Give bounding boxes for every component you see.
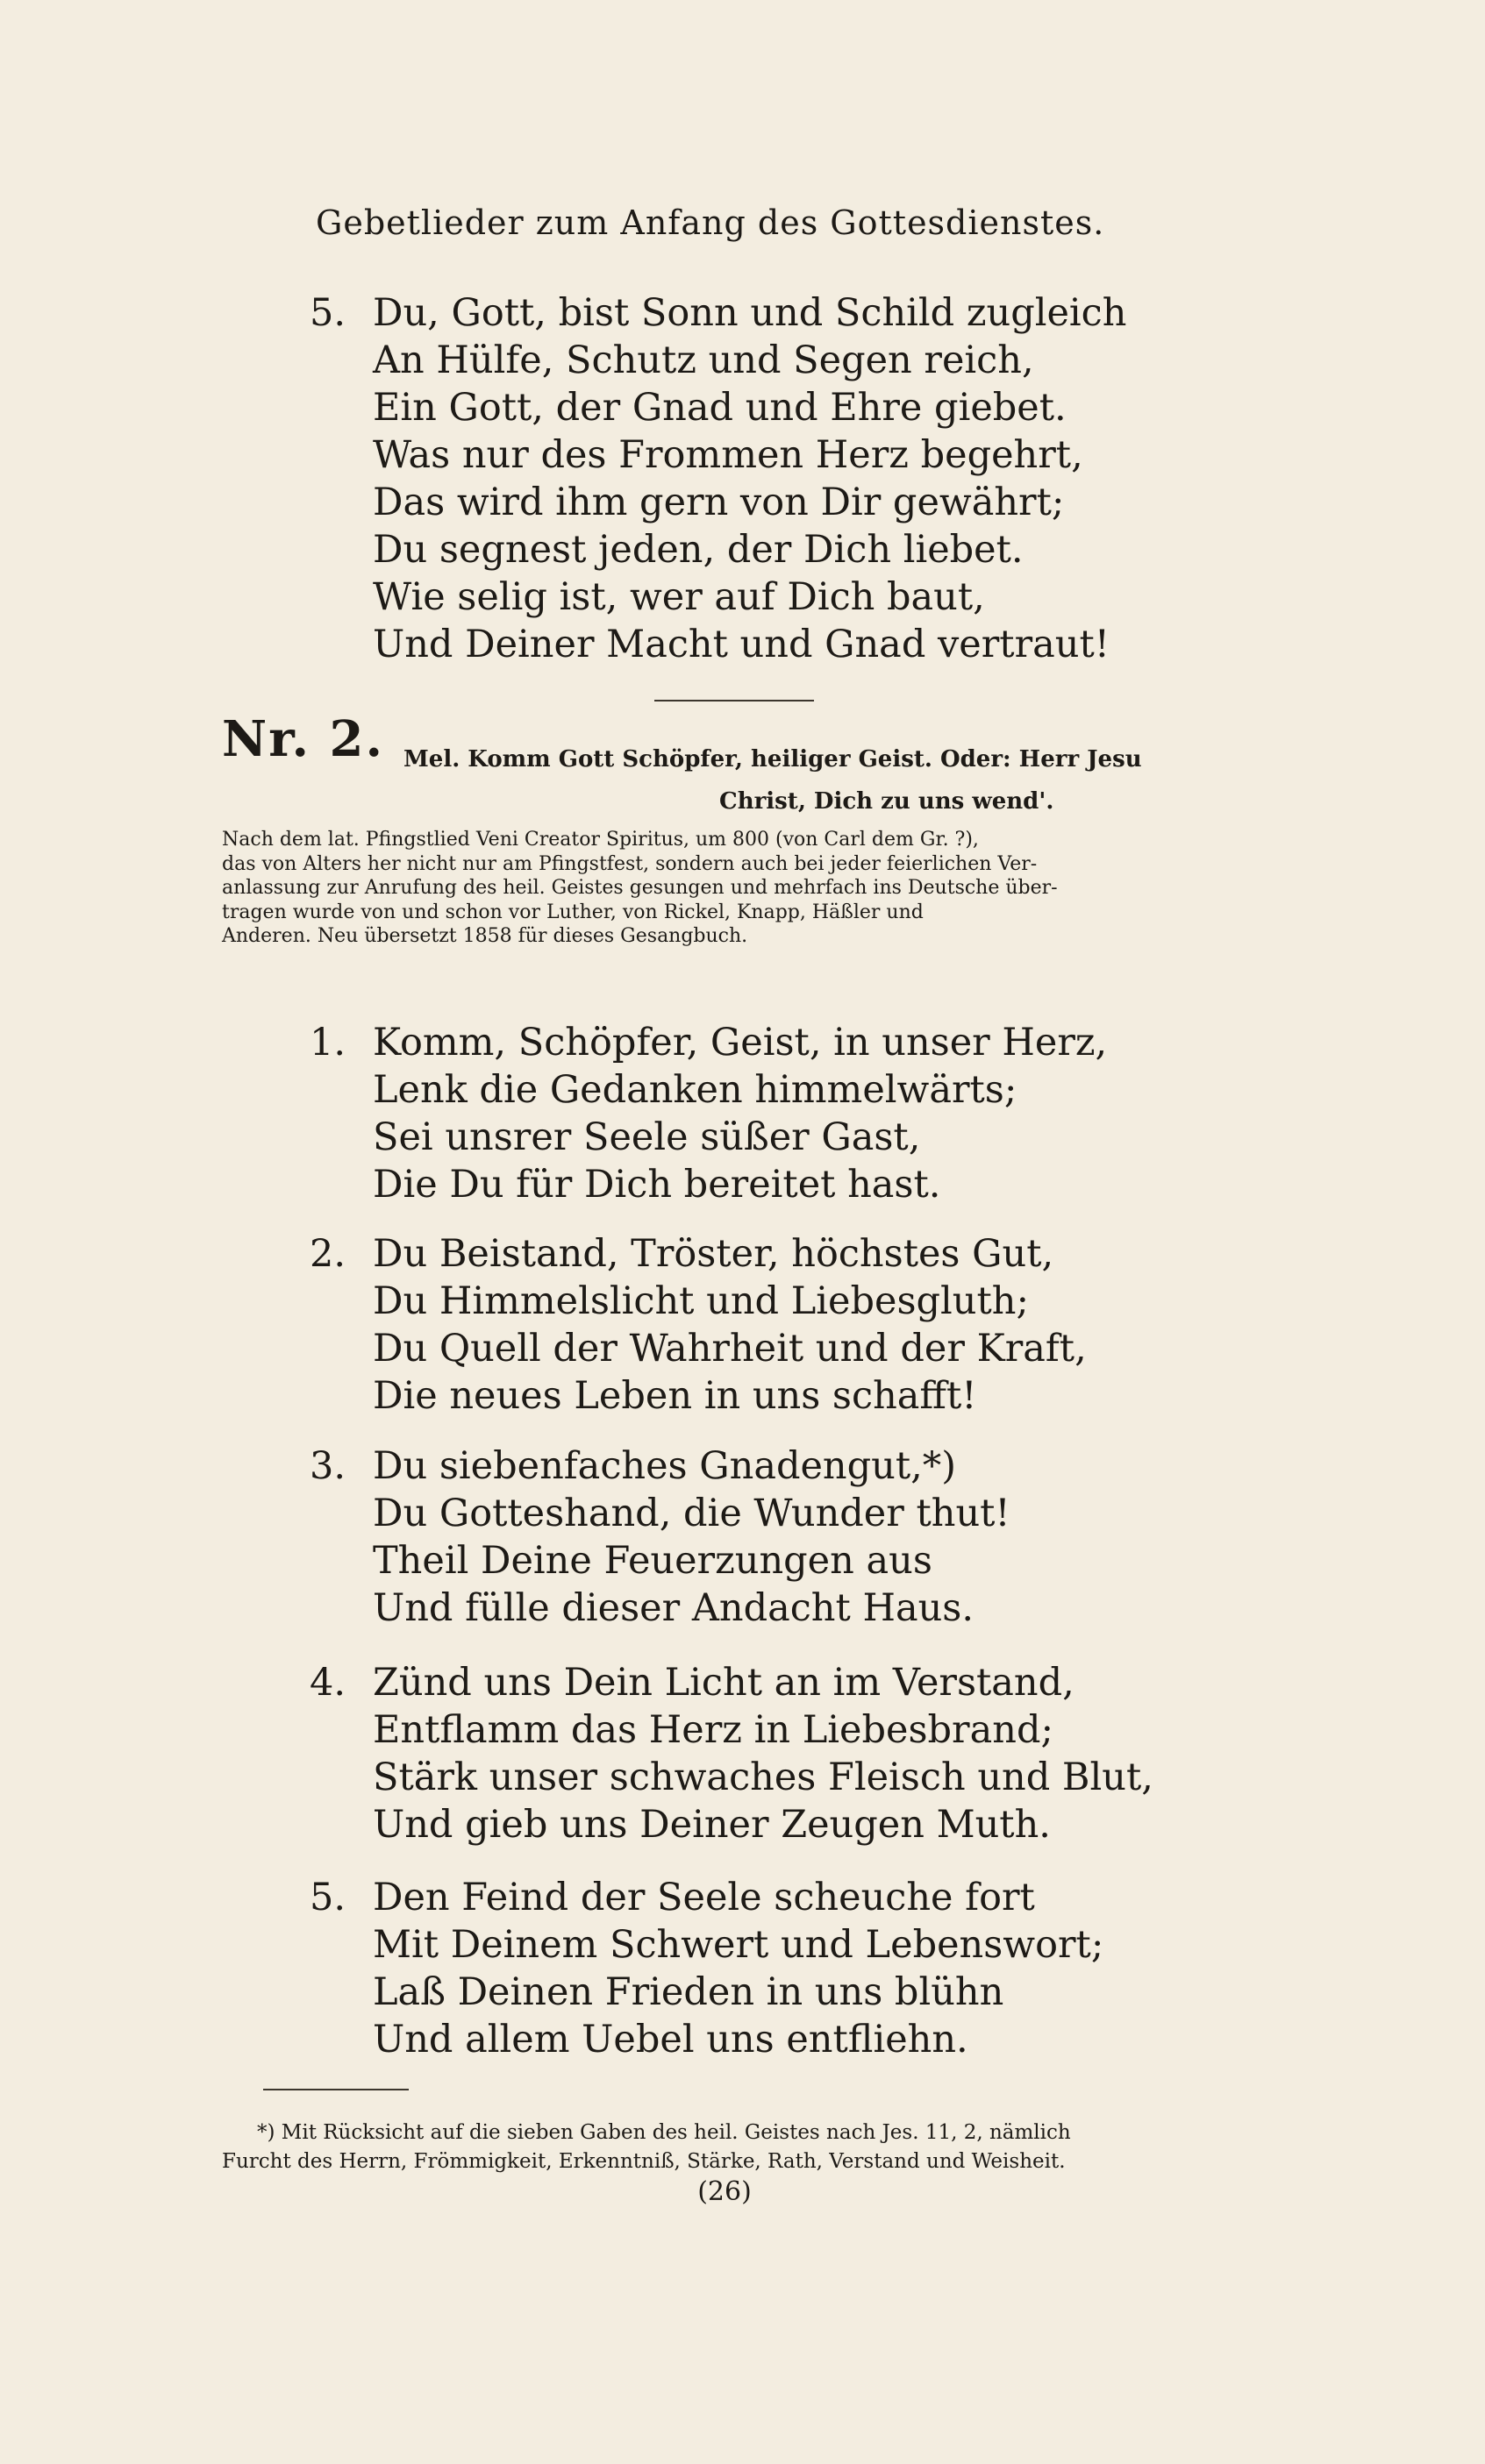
verse-line: Mit Deinem Schwert und Lebenswort; [373, 1923, 1104, 1967]
verse-line-text: Du, Gott, bist Sonn und Schild zugleich [373, 291, 1127, 335]
verse-line: An Hülfe, Schutz und Segen reich, [373, 338, 1034, 382]
verse-line-text: Zünd uns Dein Licht an im Verstand, [373, 1661, 1074, 1705]
verse-line: Wie selig ist, wer auf Dich baut, [373, 575, 985, 619]
hymn2-stanza-1 [310, 1019, 1108, 1208]
verse-line: Du segnest jeden, der Dich liebet. [373, 528, 1024, 572]
melody-line: Mel. Komm Gott Schöpfer, heiliger Geist. Oder: Herr Jesu [403, 746, 1142, 773]
verse-line: Entflamm das Herz in Liebesbrand; [373, 1708, 1053, 1752]
footnote-line: *) Mit Rücksicht auf die sieben Gaben des heil. Geistes nach Jes. 11, 2, nämlich [257, 2121, 1071, 2144]
source-note-line: Nach dem lat. Pfingstlied Veni Creator Spiritus, um 800 (von Carl dem Gr. ?), [222, 829, 979, 851]
stanza-number: 5. [310, 291, 346, 335]
hymn2-stanza-5 [310, 1874, 1104, 2063]
verse-line: Und allem Uebel uns entfliehn. [373, 2018, 968, 2062]
hymn1-stanza [310, 289, 1127, 668]
running-head: Gebetlieder zum Anfang des Gottesdienstes. [316, 203, 1105, 242]
verse-line: Sei unsrer Seele süßer Gast, [373, 1115, 921, 1159]
verse-line: Theil Deine Feuerzungen aus [373, 1539, 932, 1583]
stanza-number: 3. [310, 1444, 346, 1488]
hymn2-stanza-3 [310, 1442, 1010, 1632]
verse-line: Was nur des Frommen Herz begehrt, [373, 433, 1083, 477]
verse-line [310, 1230, 1087, 1278]
verse-line: Stärk unser schwaches Fleisch und Blut, [373, 1755, 1153, 1799]
verse-line: Die Du für Dich bereitet hast. [373, 1163, 941, 1207]
verse-line: Du Himmelslicht und Liebesgluth; [373, 1279, 1029, 1323]
verse-line [310, 1659, 1153, 1706]
verse-line: Laß Deinen Frieden in uns blühn [373, 1970, 1004, 2014]
verse-line: Und gieb uns Deiner Zeugen Muth. [373, 1803, 1051, 1847]
verse-line: Das wird ihm gern von Dir gewährt; [373, 481, 1065, 524]
footnote-line: Furcht des Herrn, Frömmigkeit, Erkenntniß, Stärke, Rath, Verstand und Weisheit. [222, 2150, 1066, 2173]
verse-line-text: Komm, Schöpfer, Geist, in unser Herz, [373, 1021, 1108, 1065]
verse-line [310, 1874, 1103, 1921]
melody-line: Christ, Dich zu uns wend'. [719, 788, 1054, 815]
verse-line: Die neues Leben in uns schafft! [373, 1374, 977, 1418]
hymn2-stanza-4 [310, 1659, 1153, 1848]
verse-line-text: Den Feind der Seele scheuche fort [373, 1876, 1035, 1919]
melody-note [403, 738, 1246, 823]
separator-rule [654, 700, 814, 701]
stanza-number: 5. [310, 1876, 346, 1919]
verse-line: Du Quell der Wahrheit und der Kraft, [373, 1327, 1087, 1371]
footnote [222, 2119, 1244, 2176]
source-note-line: anlassung zur Anrufung des heil. Geistes gesungen und mehrfach ins Deutsche über- [222, 877, 1058, 899]
verse-line: Ein Gott, der Gnad und Ehre giebet. [373, 386, 1067, 430]
stanza-number: 1. [310, 1021, 346, 1065]
hymn-number: Nr. 2. [222, 710, 385, 768]
source-note-line: tragen wurde von und schon vor Luther, von Rickel, Knapp, Häßler und [222, 901, 924, 923]
verse-line-text: Du Beistand, Tröster, höchstes Gut, [373, 1232, 1054, 1276]
source-note-line: Anderen. Neu übersetzt 1858 für dieses Gesangbuch. [222, 925, 748, 947]
verse-line [310, 1442, 1010, 1490]
stanza-number: 4. [310, 1661, 346, 1705]
verse-line: Und Deiner Macht und Gnad vertraut! [373, 623, 1110, 666]
verse-line: Du Gotteshand, die Wunder thut! [373, 1492, 1010, 1535]
source-note [222, 828, 1244, 949]
hymn2-stanza-2 [310, 1230, 1087, 1420]
verse-line [310, 1019, 1108, 1066]
verse-line [310, 289, 1127, 337]
verse-line: Und fülle dieser Andacht Haus. [373, 1586, 975, 1630]
verse-line-text: Du siebenfaches Gnadengut,*) [373, 1444, 957, 1488]
verse-line: Lenk die Gedanken himmelwärts; [373, 1068, 1017, 1112]
stanza-number: 2. [310, 1232, 346, 1276]
source-note-line: das von Alters her nicht nur am Pfingstfest, sondern auch bei jeder feierlichen Ver- [222, 852, 1038, 875]
footnote-rule [263, 2089, 409, 2090]
page-number: (26) [697, 2176, 752, 2207]
